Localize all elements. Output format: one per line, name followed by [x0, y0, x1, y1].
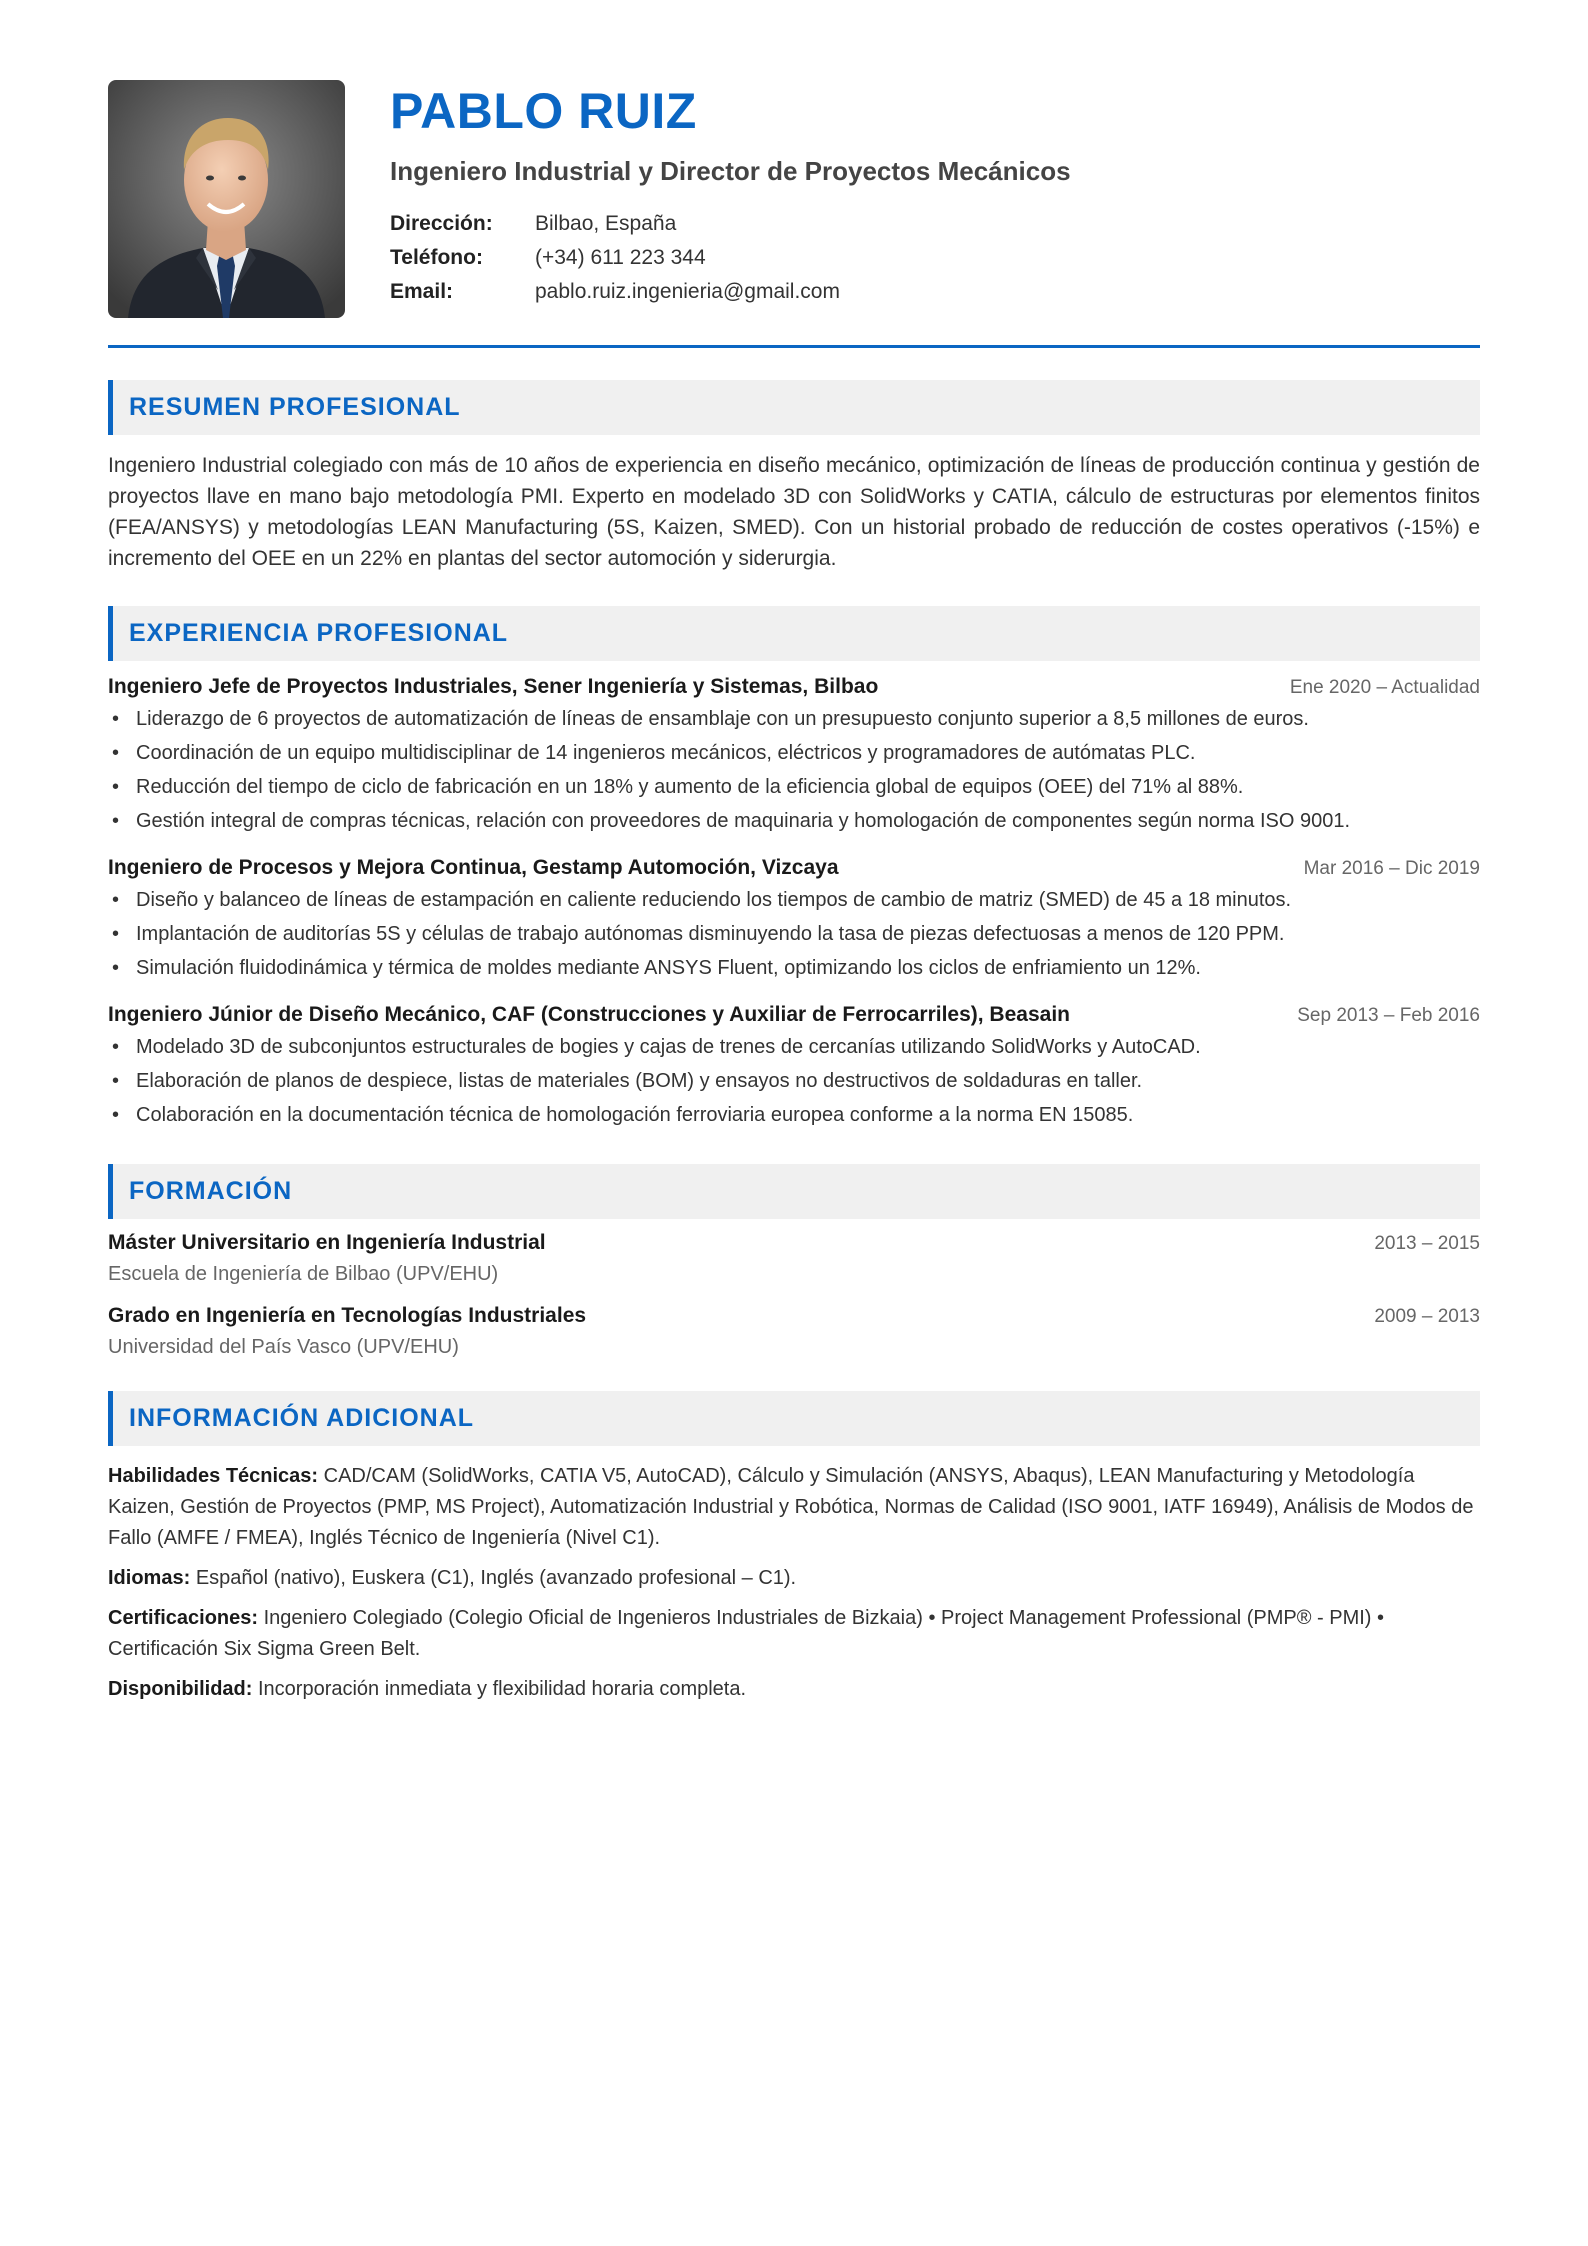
- section-header-experience: [108, 606, 1480, 661]
- additional-label: Habilidades Técnicas:: [108, 1465, 319, 1487]
- additional-text: Ingeniero Colegiado (Colegio Oficial de Ingenieros Industriales de Bizkaia) • Project Management Professional (PMP® - PMI) • Certificación Six Sigma Green Belt.: [108, 1607, 1385, 1660]
- additional-item-languages: [108, 1563, 1480, 1594]
- job-entry: [108, 675, 1480, 838]
- list-item: • Implantación de auditorías 5S y células de trabajo autónomas disminuyendo la tasa de piezas defectuosas a menos de 120 PPM.: [108, 917, 1480, 951]
- experience-list: [108, 675, 1480, 1132]
- additional-item-availability: [108, 1674, 1480, 1705]
- job-entry-date: Mar 2016 – Dic 2019: [1303, 858, 1480, 879]
- section-title: EXPERIENCIA PROFESIONAL: [129, 619, 509, 647]
- person-name: PABLO RUIZ: [390, 83, 697, 139]
- job-entry: [108, 1003, 1480, 1132]
- degree-date: 2009 – 2013: [1374, 1306, 1480, 1327]
- contact-phone: [390, 241, 1071, 275]
- additional-text: Incorporación inmediata y flexibilidad horaria completa.: [258, 1678, 747, 1700]
- contact-label: Email:: [390, 280, 454, 304]
- list-item: • Modelado 3D de subconjuntos estructurales de bogies y cajas de trenes de cercanías utilizando SolidWorks y AutoCAD.: [108, 1030, 1480, 1064]
- profile-photo: [108, 80, 345, 318]
- job-entry-title: Ingeniero de Procesos y Mejora Continua, Gestamp Automoción, Vizcaya: [108, 856, 839, 879]
- list-item: • Coordinación de un equipo multidisciplinar de 14 ingenieros mecánicos, eléctricos y programadores de autómatas PLC.: [108, 736, 1480, 770]
- header-divider: [108, 345, 1480, 348]
- contact-address: [390, 207, 1071, 241]
- job-entry: [108, 856, 1480, 985]
- contact-list: [390, 207, 1071, 309]
- section-header-additional: [108, 1391, 1480, 1446]
- section-title: RESUMEN PROFESIONAL: [129, 393, 461, 421]
- header-info: [390, 80, 1071, 309]
- contact-value: pablo.ruiz.ingenieria@gmail.com: [535, 280, 840, 304]
- job-title: Ingeniero Industrial y Director de Proyectos Mecánicos: [390, 156, 1071, 186]
- job-entry-date: Ene 2020 – Actualidad: [1289, 677, 1480, 698]
- contact-value: (+34) 611 223 344: [535, 246, 706, 270]
- section-header-education: [108, 1164, 1480, 1219]
- contact-email: [390, 275, 1071, 309]
- school-name: Escuela de Ingeniería de Bilbao (UPV/EHU): [108, 1263, 499, 1285]
- additional-info: [108, 1461, 1480, 1705]
- additional-text: CAD/CAM (SolidWorks, CATIA V5, AutoCAD), Cálculo y Simulación (ANSYS, Abaqus), LEAN Manufacturing y Metodología Kaizen, Gestión de Proyectos (PMP, MS Project), Automatización Industrial y Robótica, Normas de Calidad (ISO 9001, IATF 16949), Análisis de Modos de Fallo (AMFE / FMEA), Inglés Técnico de Ingeniería (Nivel C1).: [108, 1465, 1474, 1549]
- additional-label: Certificaciones:: [108, 1607, 259, 1629]
- summary-text: Ingeniero Industrial colegiado con más de 10 años de experiencia en diseño mecánico, optimización de líneas de producción continua y gestión de proyectos llave en mano bajo metodología PMI. Experto en modelado 3D con SolidWorks y CATIA, cálculo de estructuras por elementos finitos (FEA/ANSYS) y metodologías LEAN Manufacturing (5S, Kaizen, SMED). Con un historial probado de reducción de costes operativos (-15%) e incremento del OEE en un 22% en plantas del sector automoción y siderurgia.: [108, 454, 1480, 570]
- school-name: Universidad del País Vasco (UPV/EHU): [108, 1336, 459, 1358]
- additional-item-certifications: [108, 1603, 1480, 1665]
- degree-date: 2013 – 2015: [1374, 1233, 1480, 1254]
- list-item: • Reducción del tiempo de ciclo de fabricación en un 18% y aumento de la eficiencia global de equipos (OEE) del 71% al 88%.: [108, 770, 1480, 804]
- additional-item-skills: [108, 1461, 1480, 1554]
- additional-label: Idiomas:: [108, 1567, 191, 1589]
- list-item: • Elaboración de planos de despiece, listas de materiales (BOM) y ensayos no destructivos de soldaduras en taller.: [108, 1064, 1480, 1098]
- list-item: • Gestión integral de compras técnicas, relación con proveedores de maquinaria y homologación de componentes según norma ISO 9001.: [108, 804, 1480, 838]
- job-entry-title: Ingeniero Júnior de Diseño Mecánico, CAF (Construcciones y Auxiliar de Ferrocarriles), Beasain: [108, 1003, 1070, 1026]
- education-entry: [108, 1304, 1480, 1359]
- contact-label: Teléfono:: [390, 246, 483, 270]
- list-item: • Colaboración en la documentación técnica de homologación ferroviaria europea conforme a la norma EN 15085.: [108, 1098, 1480, 1132]
- job-bullets: [108, 1030, 1480, 1132]
- degree-title: Grado en Ingeniería en Tecnologías Industriales: [108, 1304, 587, 1327]
- contact-label: Dirección:: [390, 212, 493, 236]
- section-title: FORMACIÓN: [129, 1177, 293, 1205]
- education-entry: [108, 1231, 1480, 1286]
- section-title: INFORMACIÓN ADICIONAL: [129, 1404, 475, 1432]
- job-bullets: [108, 702, 1480, 838]
- degree-title: Máster Universitario en Ingeniería Industrial: [108, 1231, 546, 1254]
- section-header-summary: [108, 380, 1480, 435]
- contact-value: Bilbao, España: [535, 212, 677, 236]
- list-item: • Diseño y balanceo de líneas de estampación en caliente reduciendo los tiempos de cambio de matriz (SMED) de 45 a 18 minutos.: [108, 883, 1480, 917]
- job-entry-title: Ingeniero Jefe de Proyectos Industriales, Sener Ingeniería y Sistemas, Bilbao: [108, 675, 879, 698]
- additional-label: Disponibilidad:: [108, 1678, 253, 1700]
- list-item: • Liderazgo de 6 proyectos de automatización de líneas de ensamblaje con un presupuesto conjunto superior a 8,5 millones de euros.: [108, 702, 1480, 736]
- resume-header: [108, 80, 1480, 318]
- job-entry-date: Sep 2013 – Feb 2016: [1297, 1005, 1480, 1026]
- education-list: [108, 1231, 1480, 1359]
- additional-text: Español (nativo), Euskera (C1), Inglés (avanzado profesional – C1).: [195, 1567, 797, 1589]
- list-item: • Simulación fluidodinámica y térmica de moldes mediante ANSYS Fluent, optimizando los ciclos de enfriamiento un 12%.: [108, 951, 1480, 985]
- job-bullets: [108, 883, 1480, 985]
